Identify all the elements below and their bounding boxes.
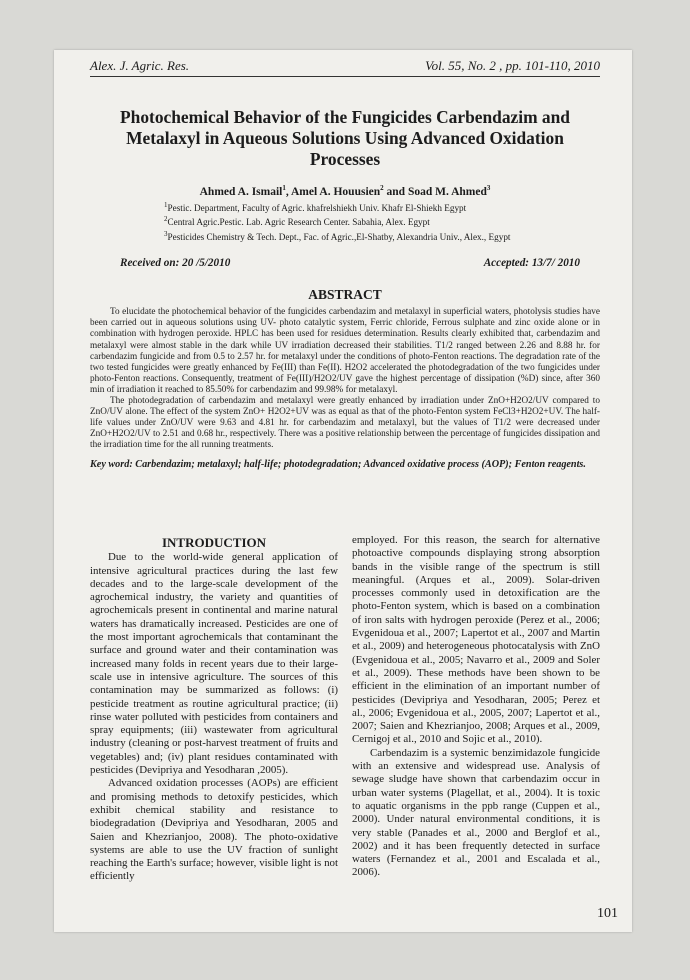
author-sup: 1 — [282, 184, 286, 192]
author-name: Soad M. Ahmed — [407, 185, 487, 198]
journal-name: Alex. J. Agric. Res. — [90, 58, 190, 73]
volume-info: Vol. 55, No. 2 , pp. 101-110, 2010 — [425, 58, 600, 73]
body-paragraph: employed. For this reason, the search for alternative photoactive compounds displaying strong absorption bands in the visible range of the spectrum is still meaningful. (Arques et al., 2009). Solar-driven processes commonly used in detoxification are the photo-Fenton system, which is based on a combination of iron salts with hydrogen peroxide (Perez et al., 2006; Evgenidoua et al., 2007; Lapertot et al., 2007 and Martin et al., 2009) and heterogeneous photocatalysis with ZnO (Evgenidoua et al., 2005; Navarro et al., 2009 and Soler et al., 2009). These methods have been shown to be efficient in the elimination of an important number of pesticides (Devipriya and Yesodharan, 2005; Perez et al., 2006; Evgenidoua et al., 2005, 2007; Lapertot et al., 2007; Saien and Khezrianjoo, 2008; Arques et al., 2009, Cernigoj et al., 2010 and Sojic et al., 2010). — [352, 534, 600, 746]
body-paragraph: Advanced oxidation processes (AOPs) are efficient and promising methods to detoxify pesticides, which exhibit chemical stability and resistance to biodegradation (Devipriya and Yesodharan, 2005 and Saien and Khezrianjoo, 2008). The photo-oxidative systems are able to use the UV fraction of sunlight reaching the Earth's surface; however, visible light is not efficiently — [90, 777, 338, 883]
affiliation-text: Pesticides Chemistry & Tech. Dept., Fac. of Agric.,El-Shatby, Alexandria Univ., Alex., Egypt — [167, 231, 511, 242]
accepted-date: Accepted: 13/7/ 2010 — [483, 257, 580, 270]
affiliations — [164, 200, 600, 243]
introduction-heading: INTRODUCTION — [161, 535, 266, 550]
author-sup: 3 — [486, 184, 491, 192]
submission-dates — [120, 257, 580, 269]
affiliation-line — [164, 200, 600, 214]
affiliation-line — [164, 214, 600, 228]
received-date: Received on: 20 /5/2010 — [120, 257, 231, 270]
affiliation-text: Pestic. Department, Faculty of Agric. khafrelshiekh Univ. Khafr El-Shiekh Egypt — [167, 202, 467, 213]
body-paragraph: Due to the world-wide general application of intensive agricultural practices during the last few decades and to the large-scale development of the agrochemical industry, the variety and quantities of agrochemicals present in continental and marine natural waters has dramatically increased. Pesticides are one of the most important agrochemicals that contaminant the surface and ground water and their contamination was increased many folds in recent years due to their large-scale use in intensive agriculture. The sources of this contamination may be summarized as follows: (i) pesticide treatment as routine agricultural practice; (ii) rinse water polluted with pesticides from containers and spray equipments; (iii) wastewater from agricultural industry (cleaning or post-harvest treatment of fruits and vegetables) and; (iv) plant residues contaminated with pesticides (Devipriya and Yesodharan ,2005). — [90, 551, 338, 777]
page-number: 101 — [597, 906, 618, 921]
abstract-body — [90, 307, 600, 451]
right-column — [352, 534, 600, 884]
journal-page — [54, 50, 632, 932]
page-content — [90, 58, 600, 883]
left-column — [90, 534, 338, 884]
author-separator: , — [285, 185, 291, 198]
author-name: Amel A. Houusien — [291, 185, 381, 198]
affiliation-sup: 3 — [164, 229, 168, 238]
affiliation-line — [164, 229, 600, 243]
author-sup: 2 — [380, 184, 384, 192]
abstract-heading: ABSTRACT — [308, 287, 382, 303]
author-separator: and — [383, 185, 408, 198]
keywords: Key word: Carbendazim; metalaxyl; half-life; photodegradation; Advanced oxidative process (AOP); Fenton reagents. — [90, 459, 586, 471]
body-paragraph: Carbendazim is a systemic benzimidazole fungicide with an extensive and widespread use. Analysis of sewage sludge have shown that carbendazim occur in urban water systems (Plagellat, et al., 2004). It is toxic to aquatic organisms in the ppb range (Cuppen et al., 2000). Under natural environmental conditions, it is very stable (Panades et al., 2000 and Berglof et al., 2002) and it has been frequently detected in surface waters (Fernandez et al., 2001 and Escalada et al., 2006). — [352, 746, 600, 879]
author-list — [90, 184, 600, 198]
running-head — [90, 58, 600, 77]
affiliation-text: Central Agric.Pestic. Lab. Agric Research Center. Sabahia, Alex. Egypt — [167, 217, 430, 228]
paper-title: Photochemical Behavior of the Fungicides Carbendazim and Metalaxyl in Aqueous Solutions Using Advanced Oxidation Processes — [120, 107, 570, 169]
affiliation-sup: 2 — [164, 215, 168, 224]
abstract-paragraph: The photodegradation of carbendazim and metalaxyl were greatly enhanced by irradiation under ZnO+H2O2/UV compared to ZnO/UV alone. The effect of the system ZnO+ H2O2+UV was as equal as that of the photo-Fenton system FeCl3+H2O2+UV. The half-life values under ZnO/UV were 9.63 and 4.81 hr. for carbendazim and metalaxyl, but the values of T1/2 were decreased under ZnO+H2O2/UV to 2.51 and 0.68 hr., respectively. There was a positive relationship between the percentage of fungicides dissipation and the irradiation time for the all running treatments. — [90, 395, 600, 451]
author-name: Ahmed A. Ismail — [199, 185, 283, 198]
affiliation-sup: 1 — [164, 200, 168, 209]
body-columns — [90, 534, 600, 884]
abstract-paragraph: To elucidate the photochemical behavior of the fungicides carbendazim and metalaxyl in superficial waters, photolysis studies have been carried out in aqueous solutions using UV- photo catalytic system, Ferric chloride, Ferrous sulphate and zinc oxide alone or in combination with hydrogen peroxide. HPLC has been used for residues determination. Results clearly exhibited that, carbendazim and metalaxyl were almost stable in the dark while UV irradiation decreased their stabilities. T1/2 ranged between 2.26 and 8.88 hr. for carbendazim fungicide and from 0.5 to 2.57 hr. for metalaxyl under the conditions of photo-Fenton reactions. The degradation rate of the two tested fungicides were greatly enhanced by Fe(III) than Fe(II). H2O2 accelerated the photodegradation of the two fungicides under photo-Fenton reactions. Consequently, treatment of Fe(III)/H2O2/UV gave the highest percentage of dissipation (%D) since, after 360 min of irradiation it reached to 85.50% for carbendazim and 99.98% for metalaxyl. — [90, 307, 600, 395]
